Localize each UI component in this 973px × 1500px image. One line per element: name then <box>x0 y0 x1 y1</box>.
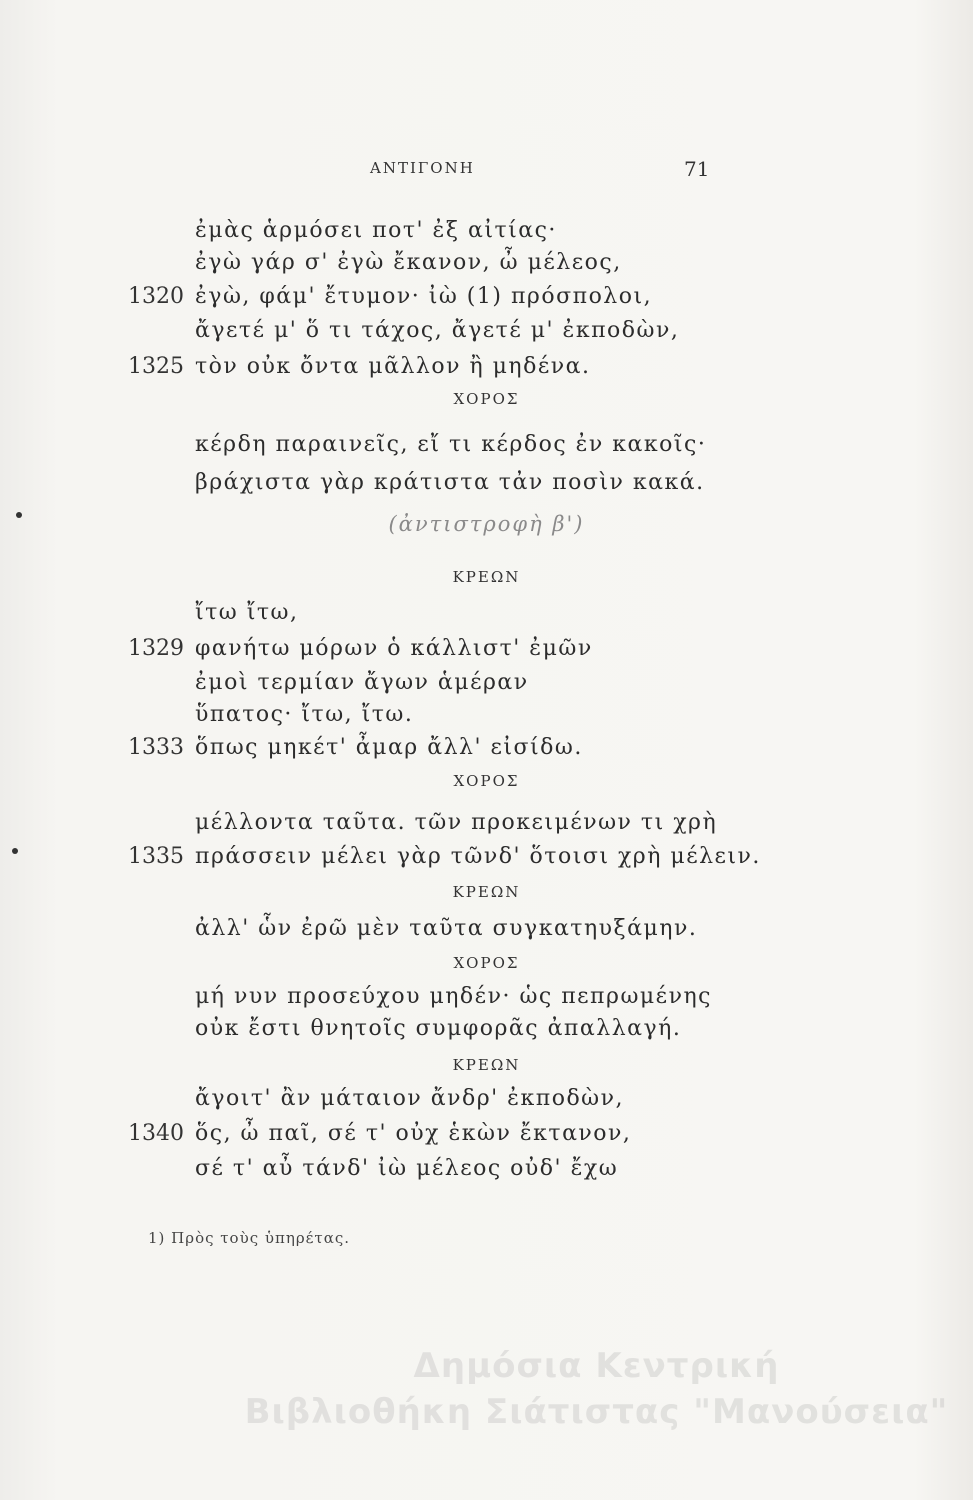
library-watermark-line2: Βιβλιοθήκη Σιάτιστας "Μανούσεια" <box>244 1392 949 1432</box>
margin-speck <box>16 512 22 518</box>
speaker-label: ΧΟΡΟΣ <box>453 390 520 408</box>
line-number: 1333 <box>128 735 184 760</box>
verse-line: ὅπως μηκέτ' ἆμαρ ἄλλ' εἰσίδω. <box>195 735 583 760</box>
verse-line: πράσσειν μέλει γὰρ τῶνδ' ὅτοισι χρὴ μέλειν. <box>195 844 761 869</box>
verse-line: ἐμὰς ἁρμόσει ποτ' ἐξ αἰτίας· <box>195 218 557 243</box>
verse-line: φανήτω μόρων ὁ κάλλιστ' ἐμῶν <box>195 636 593 661</box>
verse-line: τὸν οὐκ ὄντα μᾶλλον ἢ μηδένα. <box>195 354 591 379</box>
verse-line: ἐγὼ γάρ σ' ἐγὼ ἔκανον, ὦ μέλεος, <box>195 250 622 275</box>
verse-line: μέλλοντα ταῦτα. τῶν προκειμένων τι χρὴ <box>195 810 718 835</box>
speaker-label: ΚΡΕΩΝ <box>452 1056 521 1074</box>
verse-line: ὅς, ὦ παῖ, σέ τ' οὐχ ἑκὼν ἔκτανον, <box>195 1121 632 1146</box>
verse-line: οὐκ ἔστι θνητοῖς συμφορᾶς ἀπαλλαγή. <box>195 1016 682 1041</box>
margin-speck <box>12 848 18 854</box>
line-number: 1340 <box>128 1121 184 1146</box>
verse-line: ὕπατος· ἴτω, ἴτω. <box>195 702 414 727</box>
verse-line: ἄγετέ μ' ὅ τι τάχος, ἄγετέ μ' ἐκποδὼν, <box>195 318 680 343</box>
speaker-label: ΧΟΡΟΣ <box>453 954 520 972</box>
verse-line: βράχιστα γὰρ κράτιστα τἀν ποσὶν κακά. <box>195 470 705 495</box>
verse-line: ἐγὼ, φάμ' ἔτυμον· ἰὼ (1) πρόσπολοι, <box>195 284 653 309</box>
page-number: 71 <box>684 157 710 181</box>
footnote: 1) Πρὸς τοὺς ὑπηρέτας. <box>148 1229 351 1247</box>
line-number: 1335 <box>128 844 184 869</box>
verse-line: ἐμοὶ τερμίαν ἄγων ἁμέραν <box>195 670 529 695</box>
speaker-label: ΚΡΕΩΝ <box>452 568 521 586</box>
line-number: 1320 <box>128 284 184 309</box>
line-number: 1325 <box>128 354 184 379</box>
strophe-label: (ἀντιστροφὴ β') <box>388 512 585 536</box>
verse-line: ἴτω ἴτω, <box>195 600 299 625</box>
verse-line: μή νυν προσεύχου μηδέν· ὡς πεπρωμένης <box>195 984 712 1009</box>
speaker-label: ΚΡΕΩΝ <box>452 883 521 901</box>
speaker-label: ΧΟΡΟΣ <box>453 772 520 790</box>
verse-line: κέρδη παραινεῖς, εἴ τι κέρδος ἐν κακοῖς· <box>195 432 707 457</box>
verse-line: ἀλλ' ὧν ἐρῶ μὲν ταῦτα συγκατηυξάμην. <box>195 916 698 941</box>
line-number: 1329 <box>128 636 184 661</box>
verse-line: σέ τ' αὖ τάνδ' ἰὼ μέλεος οὐδ' ἔχω <box>195 1156 619 1181</box>
library-watermark-line1: Δημόσια Κεντρική <box>413 1346 780 1386</box>
verse-line: ἄγοιτ' ἂν μάταιον ἄνδρ' ἐκποδὼν, <box>195 1086 624 1111</box>
running-title: ΑΝΤΙΓΟΝΗ <box>370 159 475 177</box>
